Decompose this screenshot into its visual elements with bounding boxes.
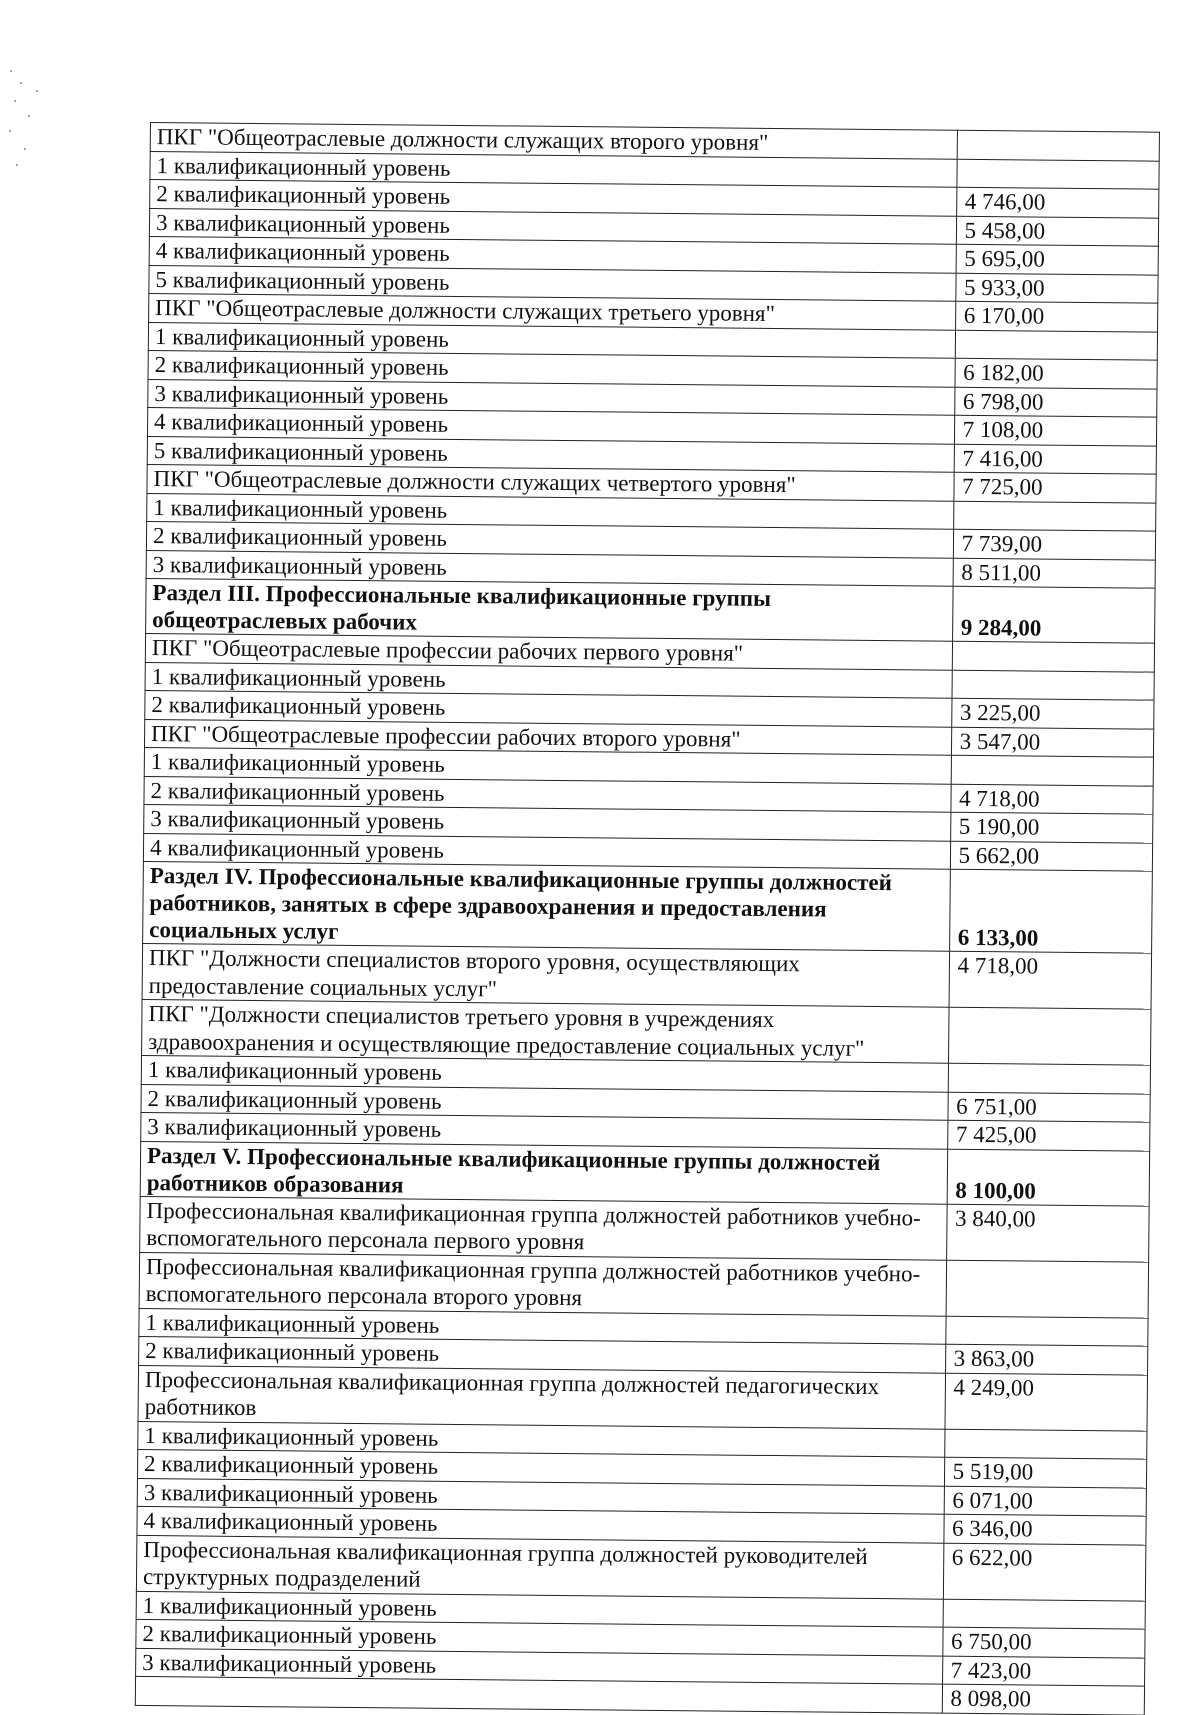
row-name-cell <box>143 861 950 951</box>
salary-value: 6 798,00 <box>962 388 1044 415</box>
row-value-cell <box>954 444 1157 474</box>
position-label: 1 квалификационный уровень <box>154 323 449 352</box>
position-label: 1 квалификационный уровень <box>144 1422 439 1451</box>
scan-margin-noise <box>6 60 66 180</box>
row-name-cell <box>146 578 953 641</box>
row-value-cell <box>950 784 1153 814</box>
position-label: 4 квалификационный уровень <box>154 409 449 437</box>
group-row <box>138 1365 1147 1431</box>
position-label: 2 квалификационный уровень <box>144 1451 439 1479</box>
row-value-cell <box>942 1656 1145 1686</box>
salary-value: 5 695,00 <box>964 245 1045 272</box>
row-value-cell <box>953 558 1156 588</box>
position-label: Профессиональная квалификационная группа должностей работников учебно-вспомогательного персонала второго уровня <box>145 1253 921 1311</box>
row-value-cell <box>945 1344 1148 1374</box>
position-label: 2 квалификационный уровень <box>151 692 446 720</box>
salary-value: 7 416,00 <box>962 445 1044 472</box>
row-value-cell <box>951 727 1154 757</box>
position-label: 5 квалификационный уровень <box>153 437 448 466</box>
salary-value: 4 718,00 <box>959 785 1040 812</box>
salary-value: 5 458,00 <box>964 217 1046 244</box>
section-title: Раздел III. Профессиональные квалификационные группы общеотраслевых рабочих <box>152 580 772 635</box>
position-label: 2 квалификационный уровень <box>145 1338 440 1366</box>
row-value-cell <box>957 130 1160 160</box>
salary-value: 4 746,00 <box>964 188 1046 215</box>
position-label: ПКГ "Общеотраслевые должности служащих второго уровня" <box>156 124 769 155</box>
row-value-cell <box>945 1316 1148 1346</box>
row-value-cell <box>955 273 1158 303</box>
row-name-cell <box>140 1196 947 1260</box>
salary-value: 5 933,00 <box>963 274 1045 301</box>
position-label: 4 квалификационный уровень <box>143 1508 438 1536</box>
position-label: ПКГ "Общеотраслевые профессии рабочих первого уровня" <box>151 635 744 666</box>
group-row <box>142 943 1151 1009</box>
position-label: 2 квалификационный уровень <box>152 523 448 551</box>
group-row <box>140 1196 1149 1262</box>
row-name-cell <box>136 1535 943 1599</box>
salary-value: 6 170,00 <box>963 302 1045 329</box>
position-label: Профессиональная квалификационная группа должностей педагогических работников <box>144 1366 880 1421</box>
salary-value: 7 425,00 <box>955 1121 1037 1148</box>
position-label: 1 квалификационный уровень <box>153 494 448 523</box>
row-value-cell <box>943 1599 1146 1629</box>
salary-value: 8 098,00 <box>950 1685 1032 1712</box>
row-value-cell <box>955 358 1158 388</box>
position-label: 3 квалификационный уровень <box>150 806 445 834</box>
row-value-cell <box>955 330 1158 360</box>
salary-table-body <box>135 123 1159 1715</box>
position-label: 3 квалификационный уровень <box>152 551 447 580</box>
salary-table <box>135 122 1160 1715</box>
position-label: 1 квалификационный уровень <box>151 663 446 692</box>
salary-value: 3 840,00 <box>954 1205 1036 1232</box>
position-label: 4 квалификационный уровень <box>149 834 445 863</box>
row-name-cell <box>138 1365 945 1429</box>
section-row <box>143 861 1153 953</box>
row-value-cell <box>945 1373 1148 1431</box>
position-label: 1 квалификационный уровень <box>156 152 451 181</box>
salary-value: 3 225,00 <box>959 699 1041 726</box>
section-row <box>146 578 1155 643</box>
row-value-cell <box>944 1457 1147 1487</box>
salary-value: 8 100,00 <box>955 1177 1036 1204</box>
salary-value: 3 863,00 <box>953 1345 1035 1372</box>
row-value-cell <box>951 698 1154 728</box>
position-label: Профессиональная квалификационная группа должностей руководителей структурных подразделений <box>142 1536 868 1592</box>
position-label: 1 квалификационный уровень <box>150 749 445 777</box>
position-label: 3 квалификационный уровень <box>142 1649 437 1678</box>
row-value-cell <box>956 159 1159 189</box>
row-value-cell <box>952 586 1155 643</box>
position-label: 3 квалификационный уровень <box>154 380 449 409</box>
salary-value: 5 662,00 <box>958 842 1040 869</box>
row-name-cell <box>142 943 949 1007</box>
row-value-cell <box>948 1063 1151 1093</box>
row-value-cell <box>944 1486 1147 1516</box>
row-value-cell <box>954 415 1157 445</box>
position-label: 1 квалификационный уровень <box>142 1592 437 1621</box>
row-value-cell <box>942 1627 1145 1657</box>
salary-value: 3 547,00 <box>959 728 1041 755</box>
row-value-cell <box>949 951 1152 1009</box>
position-label: 5 квалификационный уровень <box>155 266 450 295</box>
row-name-cell <box>142 999 949 1063</box>
position-label: 1 квалификационный уровень <box>147 1057 442 1085</box>
position-label: 2 квалификационный уровень <box>154 352 449 380</box>
salary-value: 4 718,00 <box>957 952 1039 979</box>
row-value-cell <box>947 1120 1150 1150</box>
salary-value: 7 423,00 <box>950 1657 1032 1684</box>
row-value-cell <box>953 529 1156 559</box>
salary-value: 9 284,00 <box>960 614 1042 641</box>
position-label: 1 квалификационный уровень <box>145 1309 440 1338</box>
row-value-cell <box>943 1543 1146 1601</box>
group-row <box>142 999 1151 1065</box>
position-label: 3 квалификационный уровень <box>155 209 451 238</box>
row-value-cell <box>953 501 1156 531</box>
row-value-cell <box>956 244 1159 274</box>
row-value-cell <box>956 187 1159 217</box>
position-label: 2 квалификационный уровень <box>147 1085 442 1114</box>
row-value-cell <box>943 1514 1146 1544</box>
row-value-cell <box>956 216 1159 246</box>
position-label: ПКГ "Должности специалистов второго уровня, осуществляющих предоставление социальных услуг" <box>148 945 800 1001</box>
row-value-cell <box>950 841 1153 871</box>
position-label: Профессиональная квалификационная группа должностей работников учебно-вспомогательного персонала первого уровня <box>146 1197 921 1255</box>
row-value-cell <box>952 641 1155 671</box>
row-name-cell <box>140 1141 947 1204</box>
salary-value: 7 108,00 <box>962 416 1044 443</box>
salary-value: 6 071,00 <box>952 1487 1034 1514</box>
salary-value: 7 739,00 <box>961 530 1043 557</box>
row-value-cell <box>946 1260 1149 1318</box>
salary-value: 6 751,00 <box>956 1093 1037 1120</box>
row-value-cell <box>944 1429 1147 1459</box>
group-row <box>139 1252 1148 1318</box>
position-label: ПКГ "Должности специалистов третьего уровня в учреждениях здравоохранения и осуществляющие предоставление социальных услуг" <box>148 1001 865 1061</box>
salary-value: 5 190,00 <box>958 813 1040 840</box>
row-value-cell <box>942 1684 1145 1714</box>
row-value-cell <box>948 1092 1151 1122</box>
position-label: ПКГ "Общеотраслевые должности служащих третьего уровня" <box>155 295 776 327</box>
salary-value: 8 511,00 <box>961 559 1042 586</box>
row-value-cell <box>952 670 1155 700</box>
section-title: Раздел V. Профессиональные квалификационные группы должностей работников образования <box>146 1142 881 1197</box>
position-label: 2 квалификационный уровень <box>150 777 445 806</box>
row-value-cell <box>954 387 1157 417</box>
salary-value: 4 249,00 <box>953 1374 1035 1401</box>
position-label: ПКГ "Общеотраслевые должности служащих четвертого уровня" <box>153 466 796 498</box>
salary-value: 6 750,00 <box>950 1628 1032 1655</box>
position-label: 2 квалификационный уровень <box>142 1620 437 1649</box>
row-value-cell <box>950 812 1153 842</box>
salary-value: 7 725,00 <box>961 473 1043 500</box>
salary-value: 6 622,00 <box>951 1544 1033 1571</box>
row-value-cell <box>949 869 1152 953</box>
row-value-cell <box>953 472 1156 502</box>
position-label: 3 квалификационный уровень <box>147 1114 442 1142</box>
row-value-cell <box>946 1204 1149 1262</box>
salary-value: 6 182,00 <box>963 359 1044 386</box>
section-row <box>140 1141 1149 1206</box>
salary-value: 6 346,00 <box>951 1515 1033 1542</box>
section-title: Раздел IV. Профессиональные квалификационные группы должностей работников, занятых в сфере здравоохранения и предоставления социальных услуг <box>149 863 893 944</box>
position-label: 4 квалификационный уровень <box>155 238 450 266</box>
row-value-cell <box>947 1149 1150 1206</box>
salary-value: 6 133,00 <box>957 924 1039 951</box>
position-label: 2 квалификационный уровень <box>156 181 451 209</box>
position-label: 3 квалификационный уровень <box>143 1479 438 1508</box>
row-value-cell <box>948 1007 1151 1065</box>
row-value-cell <box>951 755 1154 785</box>
salary-value: 5 519,00 <box>952 1458 1034 1485</box>
group-row <box>136 1535 1145 1601</box>
row-name-cell <box>139 1252 946 1316</box>
row-value-cell <box>955 301 1158 331</box>
position-label: ПКГ "Общеотраслевые профессии рабочих второго уровня" <box>151 720 741 752</box>
